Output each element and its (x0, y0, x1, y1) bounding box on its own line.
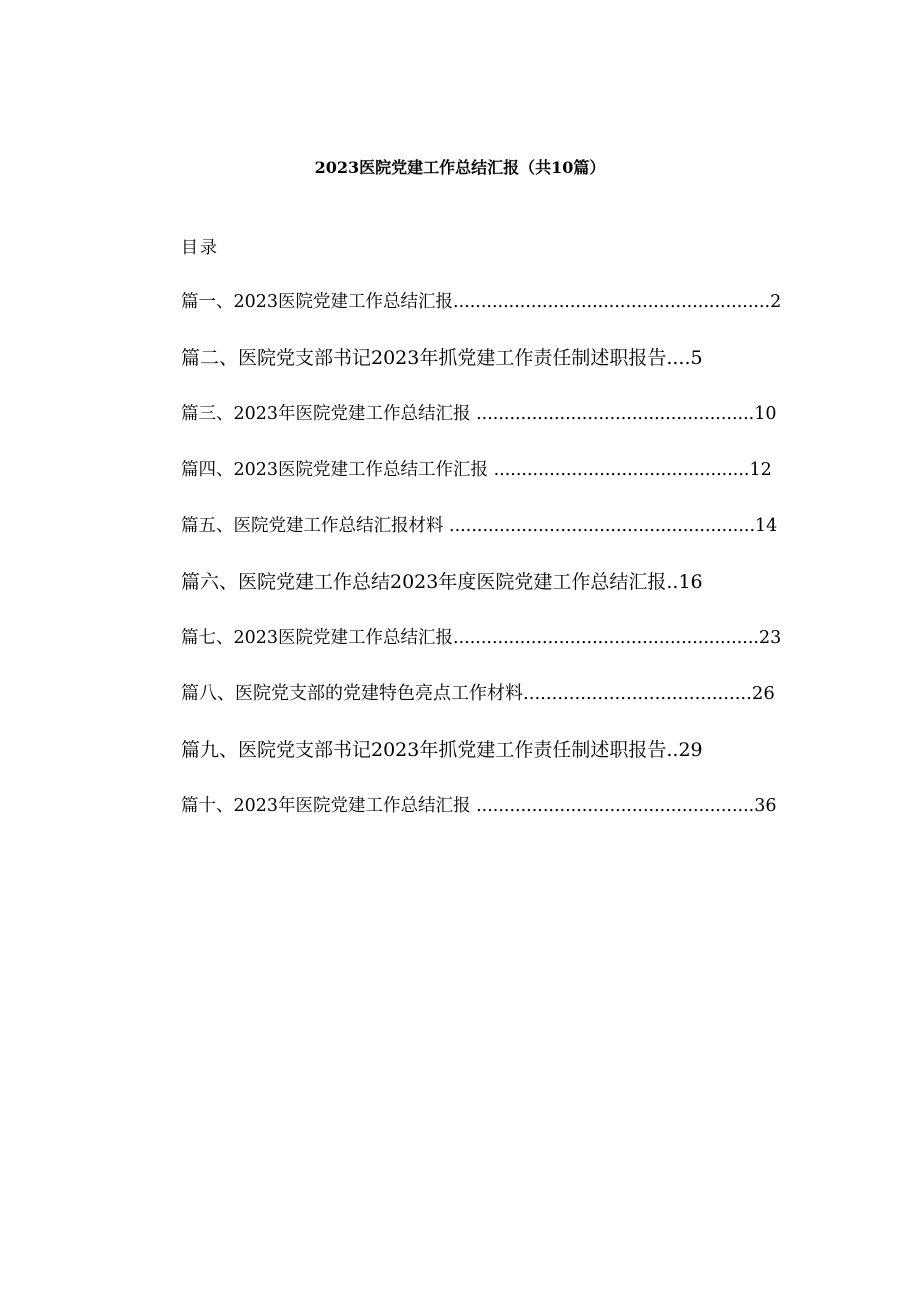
toc-entry-page: 14 (755, 516, 778, 536)
toc-entry-text: 篇八、医院党支部的党建特色亮点工作材料........................................ (181, 683, 752, 704)
page-title: 2023医院党建工作总结汇报（共10篇） (314, 158, 606, 177)
toc-entry-text: 篇九、医院党支部书记2023年抓党建工作责任制述职报告.. (181, 739, 679, 761)
toc-entry-text: 篇二、医院党支部书记2023年抓党建工作责任制述职报告.... (181, 347, 691, 369)
table-of-contents (181, 288, 782, 848)
toc-heading: 目录 (181, 238, 219, 258)
toc-entry-page: 16 (678, 571, 703, 593)
toc-entry-text: 篇六、医院党建工作总结2023年度医院党建工作总结汇报.. (181, 571, 679, 593)
toc-entry-text: 篇五、医院党建工作总结汇报材料 ....................................................... (181, 516, 756, 536)
toc-entry-page: 36 (754, 796, 777, 816)
toc-entry-page: 2 (770, 292, 782, 312)
toc-entry-9[interactable] (181, 736, 777, 792)
toc-entry-1[interactable] (181, 288, 782, 344)
toc-entry-text: 篇七、2023医院党建工作总结汇报....................................................... (181, 628, 759, 648)
toc-entry-text: 篇三、2023年医院党建工作总结汇报 .................................................. (181, 404, 755, 424)
toc-entry-10[interactable] (181, 792, 777, 848)
toc-entry-text: 篇十、2023年医院党建工作总结汇报 .................................................. (181, 796, 755, 816)
toc-entry-page: 10 (754, 404, 777, 424)
toc-entry-5[interactable] (181, 512, 777, 568)
toc-entry-page: 12 (749, 460, 772, 480)
toc-entry-7[interactable] (181, 624, 782, 680)
toc-entry-6[interactable] (181, 568, 777, 624)
toc-entry-2[interactable] (181, 344, 777, 400)
toc-entry-page: 23 (759, 628, 782, 648)
toc-entry-text: 篇四、2023医院党建工作总结工作汇报 .............................................. (181, 460, 750, 480)
toc-entry-8[interactable] (181, 680, 777, 736)
toc-entry-page: 26 (751, 683, 775, 704)
toc-entry-page: 5 (690, 347, 703, 369)
toc-entry-4[interactable] (181, 456, 777, 512)
toc-entry-3[interactable] (181, 400, 777, 456)
toc-entry-page: 29 (678, 739, 703, 761)
toc-entry-text: 篇一、2023医院党建工作总结汇报......................................................... (181, 292, 771, 312)
